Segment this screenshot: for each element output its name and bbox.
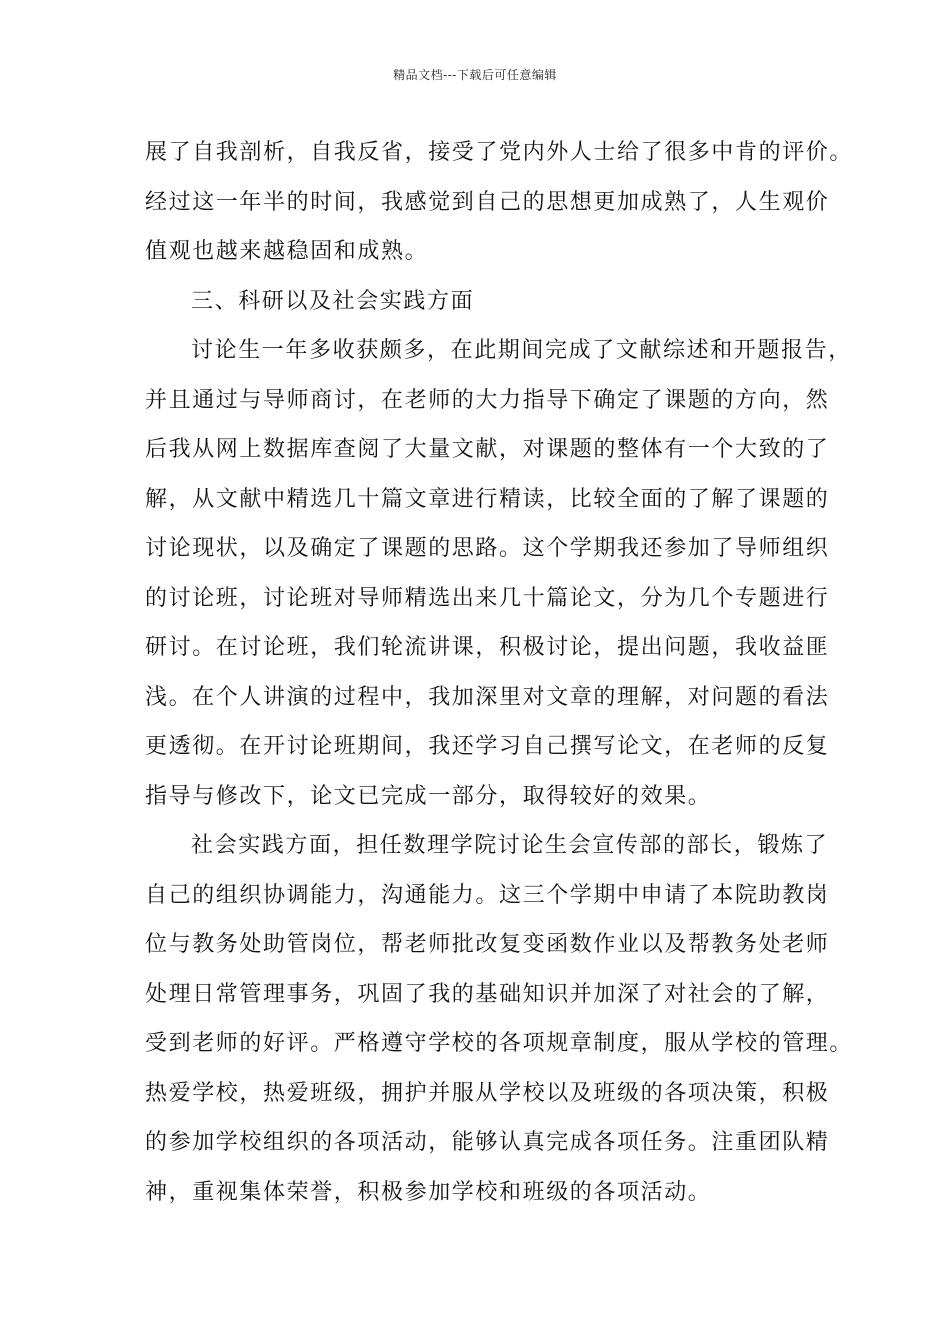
- text-line: 更透彻。在开讨论班期间，我还学习自己撰写论文，在老师的反复: [145, 734, 830, 759]
- text-line: 浅。在个人讲演的过程中，我加深里对文章的理解，对问题的看法: [145, 684, 830, 710]
- text-line: 社会实践方面，担任数理学院讨论生会宣传部的部长，锻炼了: [191, 833, 829, 858]
- text-line: 解，从文献中精选几十篇文章进行精读，比较全面的了解了课题的: [145, 486, 830, 512]
- text-line: 展了自我剖析，自我反省，接受了党内外人士给了很多中肯的评价。: [145, 140, 854, 165]
- text-line: 自己的组织协调能力，沟通能力。这三个学期中申请了本院助教岗: [145, 882, 830, 908]
- text-line: 讨论生一年多收获颇多，在此期间完成了文献综述和开题报告，: [191, 338, 852, 363]
- text-line: 三、科研以及社会实践方面: [191, 288, 475, 314]
- text-line: 指导与修改下，论文已完成一部分，取得较好的效果。: [145, 783, 712, 809]
- text-line: 处理日常管理事务，巩固了我的基础知识并加深了对社会的了解，: [145, 981, 830, 1007]
- text-line: 经过这一年半的时间，我感觉到自己的思想更加成熟了，人生观价: [145, 189, 830, 215]
- text-line: 讨论现状，以及确定了课题的思路。这个学期我还参加了导师组织: [145, 536, 830, 561]
- text-line: 位与教务处助管岗位，帮老师批改复变函数作业以及帮教务处老师: [145, 932, 830, 957]
- text-line: 值观也越来越稳固和成熟。: [145, 239, 429, 264]
- text-line: 研讨。在讨论班，我们轮流讲课，积极讨论，提出问题，我收益匪: [145, 635, 830, 660]
- text-line: 受到老师的好评。严格遵守学校的各项规章制度，服从学校的管理。: [145, 1031, 854, 1056]
- text-line: 热爱学校，热爱班级，拥护并服从学校以及班级的各项决策，积极: [145, 1080, 830, 1106]
- text-line: 并且通过与导师商讨，在老师的大力指导下确定了课题的方向，然: [145, 387, 830, 413]
- text-line: 神，重视集体荣誉，积极参加学校和班级的各项活动。: [145, 1179, 712, 1205]
- document-body: [145, 128, 854, 1217]
- text-line: 后我从网上数据库查阅了大量文献，对课题的整体有一个大致的了: [145, 437, 830, 462]
- text-line: 的参加学校组织的各项活动，能够认真完成各项任务。注重团队精: [145, 1130, 830, 1155]
- page-header: 精品文档---下载后可任意编辑: [393, 68, 557, 82]
- text-line: 的讨论班，讨论班对导师精选出来几十篇论文，分为几个专题进行: [145, 585, 830, 611]
